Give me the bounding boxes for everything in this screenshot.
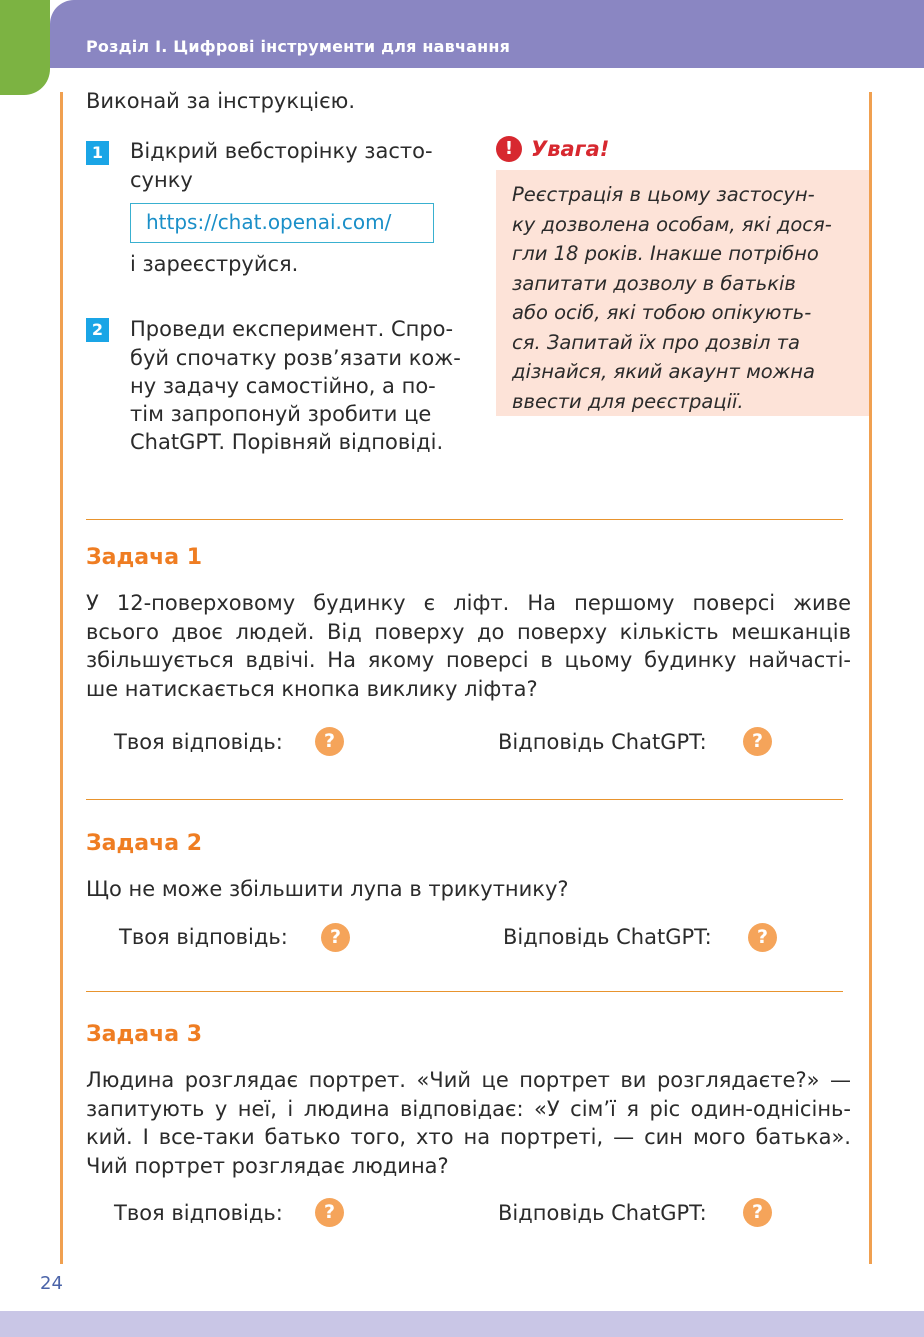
warning-line: ку дозволена особам, які дося- (512, 212, 832, 236)
step-1-line: сунку (130, 168, 193, 192)
task-line: ше натискається кнопка виклику ліфта? (86, 676, 538, 701)
warning-line: запитати дозволу в батьків (512, 271, 796, 295)
warning-line: або осіб, які тобою опікують- (512, 301, 812, 324)
question-icon[interactable]: ? (315, 727, 344, 756)
step-2-line: ну задачу самостійно, а по- (130, 374, 436, 398)
question-icon[interactable]: ? (743, 727, 772, 756)
question-icon[interactable]: ? (315, 1198, 344, 1227)
warning-box (496, 170, 869, 416)
chapter-title: Розділ І. Цифрові інструменти для навчання (86, 37, 511, 56)
step-1-after: і зареєструйся. (130, 252, 299, 276)
task-line: Що не може збільшити лупа в трикутнику? (86, 877, 569, 901)
step-1-line: Відкрий вебсторінку засто- (130, 139, 433, 163)
task-2-text (86, 875, 851, 904)
warning-icon: ! (496, 136, 522, 162)
step-1-badge: 1 (86, 141, 109, 165)
task-line: Людина розглядає портрет. «Чий це портрет ви розглядаєте?» — (86, 1068, 851, 1092)
divider (86, 519, 843, 520)
warning-line: ввести для реєстрації. (512, 389, 744, 413)
question-icon[interactable]: ? (321, 923, 350, 952)
right-margin-line (869, 92, 872, 1264)
warning-line: Реєстрація в цьому застосун- (512, 183, 815, 206)
warning-line: дізнайся, який акаунт можна (512, 360, 815, 383)
footer-bar (0, 1311, 924, 1337)
warning-line: ся. Запитай їх про дозвіл та (512, 330, 800, 354)
intro-text: Виконай за інструкцією. (86, 89, 356, 113)
task-3-text (86, 1066, 851, 1180)
step-2-line: буй спочатку розв’язати кож- (130, 346, 461, 370)
chapter-tab (0, 0, 50, 95)
page-number: 24 (40, 1273, 63, 1294)
step-2-line: тім запропонуй зробити це (130, 402, 432, 426)
your-answer-label: Твоя відповідь: (114, 730, 283, 754)
task-line: Чий портрет розглядає людина? (86, 1153, 449, 1178)
warning-title: Увага! (531, 137, 610, 161)
your-answer-label: Твоя відповідь: (114, 1201, 283, 1225)
task-line: У 12-поверховому будинку є ліфт. На першому поверсі живе (86, 591, 851, 615)
task-1-title: Задача 1 (86, 545, 203, 570)
divider (86, 799, 843, 800)
left-margin-line (60, 92, 63, 1264)
your-answer-label: Твоя відповідь: (119, 925, 288, 949)
step-2-badge: 2 (86, 318, 109, 342)
question-icon[interactable]: ? (743, 1198, 772, 1227)
task-line: всього двоє людей. Від поверху до поверху кількість мешканців (86, 619, 851, 644)
chatgpt-answer-label: Відповідь ChatGPT: (498, 1201, 707, 1225)
step-2-line: ChatGPT. Порівняй відповіді. (130, 430, 444, 454)
task-line: збільшується вдвічі. На якому поверсі в цьому будинку найчасті- (86, 648, 851, 672)
question-icon[interactable]: ? (748, 923, 777, 952)
chatgpt-answer-label: Відповідь ChatGPT: (503, 925, 712, 949)
task-3-title: Задача 3 (86, 1022, 203, 1047)
task-1-text (86, 589, 851, 703)
task-2-title: Задача 2 (86, 831, 203, 856)
chatgpt-answer-label: Відповідь ChatGPT: (498, 730, 707, 754)
task-line: кий. І все-таки батько того, хто на портреті, — син мого батька». (86, 1125, 851, 1149)
task-line: запитують у неї, і людина відповідає: «У сім’ї я ріс один-однісінь- (86, 1096, 851, 1121)
step-2-line: Проведи експеримент. Спро- (130, 317, 454, 341)
warning-line: гли 18 років. Інакше потрібно (512, 242, 819, 265)
divider (86, 991, 843, 992)
url-box[interactable]: https://chat.openai.com/ (130, 203, 434, 243)
header-bar (50, 0, 924, 68)
